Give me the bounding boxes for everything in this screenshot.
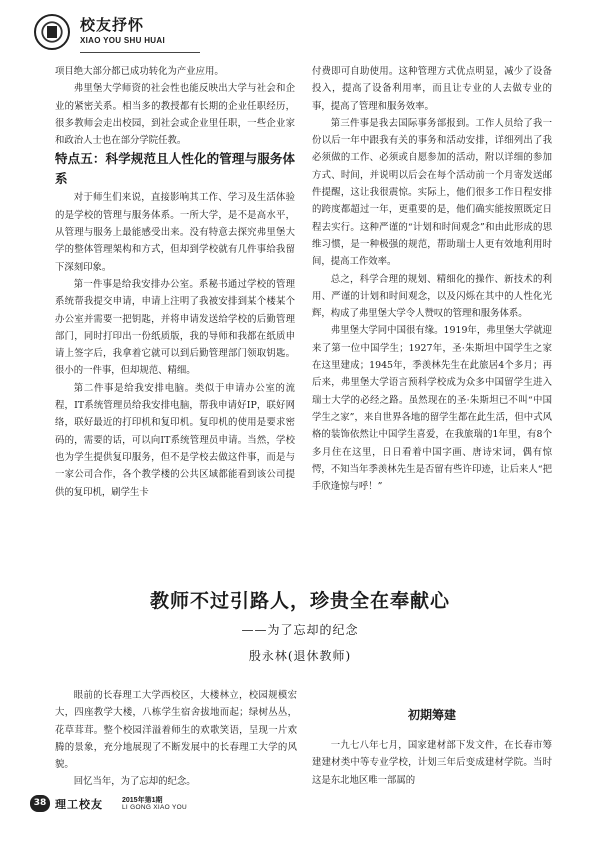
magazine-name: 理工校友 <box>55 798 103 811</box>
column-title: 校友抒怀 <box>80 16 145 34</box>
issue-label: 2015年第1期 <box>122 797 163 804</box>
paragraph: 回忆当年，为了忘却的纪念。 <box>73 776 196 788</box>
page-header <box>30 8 570 60</box>
page-footer <box>30 795 330 815</box>
university-emblem-icon <box>34 14 70 50</box>
section-heading: 特点五：科学规范且人性化的管理与服务体系 <box>55 151 295 187</box>
header-divider <box>80 52 200 53</box>
article-subtitle: ——为了忘却的纪念 <box>241 623 359 637</box>
paragraph: 眼前的长春理工大学西校区，大楼林立，校园规模宏大，四座教学大楼，八栋学生宿舍拔地而起；绿树丛丛，花草茸茸。整个校园洋溢着师生的欢歌笑语，呈现一片欢腾的景象，充分地展现了不断发展中的长春理工大学的风貌。 <box>55 690 297 771</box>
paragraph: 第二件事是给我安排电脑。类似于申请办公室的流程，IT系统管理员给我安排电脑，帮我申请好IP，联好网络，联好最近的打印机和复印机。复印机的使用是要求密码的，需要的话，可以向IT系统管理员申请。当然，学校也为学生提供复印服务，但不是学校去做这件事，而是与一家公司合作，各个教学楼的公共区域都能看到该公司提供的复印机，刷学生卡 <box>55 382 295 498</box>
paragraph: 弗里堡大学同中国很有缘。1919年，弗里堡大学就迎来了第一位中国学生；1927年，圣·朱斯坦中国学生之家在这里建成；1945年，季羡林先生在此旅居4个多月；再后来，弗里堡大学语言预科学校成为众多中国留学生进入瑞士大学的必经之路。虽然现在的圣·朱斯坦已不叫“中国学生之家”，来自世界各地的留学生都在此生活，但中式风格的装饰依然让中国学生喜爱，在我旅瑞的1年里，有8个多月住在这里，日日看着中国字画、唐诗宋词，偶有惊愕，不知当年季羡林先生是否留有些许印迹，让后来人“把手欣逢惊与呼！” <box>312 325 552 493</box>
paragraph: 一九七八年七月，国家建材部下发文件，在长春市筹建建材类中等专业学校，计划三年后变成建材学院。当时这是东北地区唯一部属的 <box>312 740 552 786</box>
column-pinyin: XIAO YOU SHU HUAI <box>80 36 165 45</box>
page-number: 38 <box>30 795 50 812</box>
paragraph: 第一件事是给我安排办公室。系秘书通过学校的管理系统帮我提交申请，申请上注明了我被安排到某个楼某个办公室并需要一把钥匙，并将申请发送给学校的后勤管理部门，同时打印出一份纸质版，我的导师和我都在纸质申请上签字后，我拿着它就可以到后勤管理部门领取钥匙。很小的一件事，但却规范、精细。 <box>55 278 295 377</box>
paragraph: 弗里堡大学师资的社会性也能反映出大学与社会和企业的紧密关系。相当多的教授都有长期的企业任职经历，很多教师会走出校园，到社会或企业里任职，一些企业家和政治人士也在部分学院任教。 <box>55 83 295 147</box>
article-title: 教师不过引路人，珍贵全在奉献心 <box>149 590 450 612</box>
paragraph: 项目绝大部分都已成功转化为产业应用。 <box>55 66 224 77</box>
article-author: 殷永林(退休教师) <box>248 649 352 663</box>
section-heading: 初期筹建 <box>407 708 456 722</box>
paragraph: 付费即可自助使用。这种管理方式优点明显，减少了设备投入，提高了设备利用率，而且让专业的人去做专业的事，提高了管理和服务效率。 <box>312 66 552 112</box>
right-column <box>312 63 552 495</box>
paragraph: 总之，科学合理的规划、精细化的操作、新技术的利用、严谨的计划和时间观念，以及闪烁在其中的人性化光辉，构成了弗里堡大学令人赞叹的管理和服务体系。 <box>312 273 552 320</box>
paragraph: 对于师生们来说，直接影响其工作、学习及生活体验的是学校的管理与服务体系。一所大学，是不是高水平，从管理与服务上最能感受出来。没有特意去探究弗里堡大学的整体管理架构和方式，但却到学校就有几件事给我留下深刻印象。 <box>55 192 295 273</box>
magazine-pinyin: LI GONG XIAO YOU <box>122 804 188 811</box>
article-title-block <box>0 586 600 664</box>
paragraph: 第三件事是我去国际事务部报到。工作人员给了我一份以后一年中跟我有关的事务和活动安排，详细列出了我必须做的工作、必须或自愿参加的活动，附以详细的参加方式、时间，并说明以后会在每个活动前一个月寄发送邮件提醒，这让我很震惊。实际上，他们很多工作日程安排的跨度都超过一年，更重要的是，他们确实能按照既定日程去实行。这种严谨的“计划和时间观念”和由此形成的思维习惯，是一种极强的规范，帮助瑞士人更有效地利用时间，提高工作效率。 <box>312 117 552 268</box>
left-column <box>55 63 295 501</box>
article-right-column <box>312 705 552 789</box>
article-left-column <box>55 687 297 791</box>
